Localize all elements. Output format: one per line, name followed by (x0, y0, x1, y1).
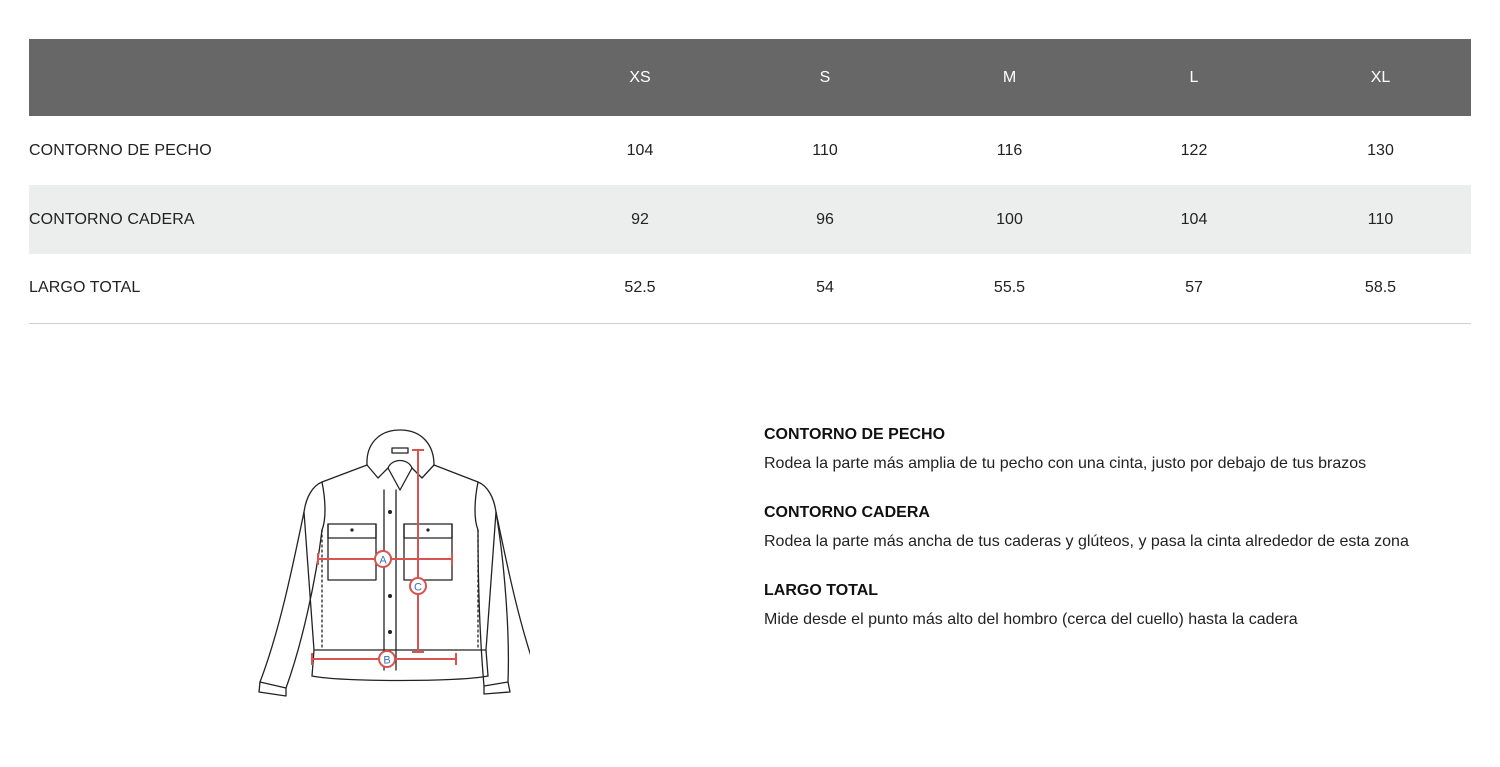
table-row (29, 116, 1471, 185)
marker-a-label: A (379, 554, 387, 567)
header-cell-m: M (1002, 68, 1017, 86)
guide-text: Rodea la parte más ancha de tus caderas y glúteos, y pasa la cinta alrededor de esta zona (764, 533, 1409, 550)
guide-title: CONTORNO DE PECHO (764, 426, 946, 443)
table-cell: 57 (1098, 254, 1290, 323)
table-cell: 52.5 (551, 254, 729, 323)
header-cell-xl: XL (1370, 68, 1391, 86)
table-cell: 96 (816, 210, 834, 228)
header-cell-xs: XS (629, 68, 651, 86)
guide-item-length (764, 580, 1454, 634)
row-label-hip: CONTORNO CADERA (29, 210, 195, 228)
jacket-diagram (240, 420, 530, 710)
header-cell-s: S (819, 68, 831, 86)
guide-item-chest (764, 424, 1454, 478)
table-cell: 130 (1367, 141, 1394, 159)
table-cell: 54 (729, 254, 921, 323)
table-cell: 92 (631, 210, 649, 228)
marker-b-label: B (383, 654, 391, 667)
guide-title: LARGO TOTAL (764, 582, 879, 599)
table-header-row (29, 39, 1471, 116)
table-cell: 116 (996, 141, 1023, 159)
header-cell-empty (29, 39, 551, 116)
table-cell: 122 (1180, 141, 1208, 159)
measurement-guide (764, 424, 1454, 658)
guide-text: Mide desde el punto más alto del hombro (cerca del cuello) hasta la cadera (764, 611, 1298, 628)
table-cell: 100 (996, 210, 1023, 228)
table-row (29, 254, 1471, 323)
jacket-measurement-icon (240, 420, 530, 710)
table-cell: 104 (626, 141, 654, 159)
guide-title: CONTORNO CADERA (764, 504, 930, 521)
table-cell: 110 (1367, 210, 1394, 228)
table-cell: 110 (812, 141, 838, 159)
marker-c (410, 578, 426, 594)
marker-a (375, 551, 391, 567)
row-label-chest: CONTORNO DE PECHO (29, 141, 212, 159)
row-label-length: LARGO TOTAL (29, 254, 551, 323)
table-cell: 104 (1180, 210, 1208, 228)
header-cell-l: L (1189, 68, 1199, 86)
guide-item-hip (764, 502, 1454, 556)
table-cell: 55.5 (921, 254, 1098, 323)
guide-text: Rodea la parte más amplia de tu pecho con una cinta, justo por debajo de tus brazos (764, 455, 1367, 472)
marker-b (379, 651, 395, 667)
marker-c-label: C (414, 581, 422, 594)
table-row (29, 185, 1471, 254)
table-cell: 58.5 (1290, 254, 1471, 323)
size-table (29, 39, 1471, 324)
